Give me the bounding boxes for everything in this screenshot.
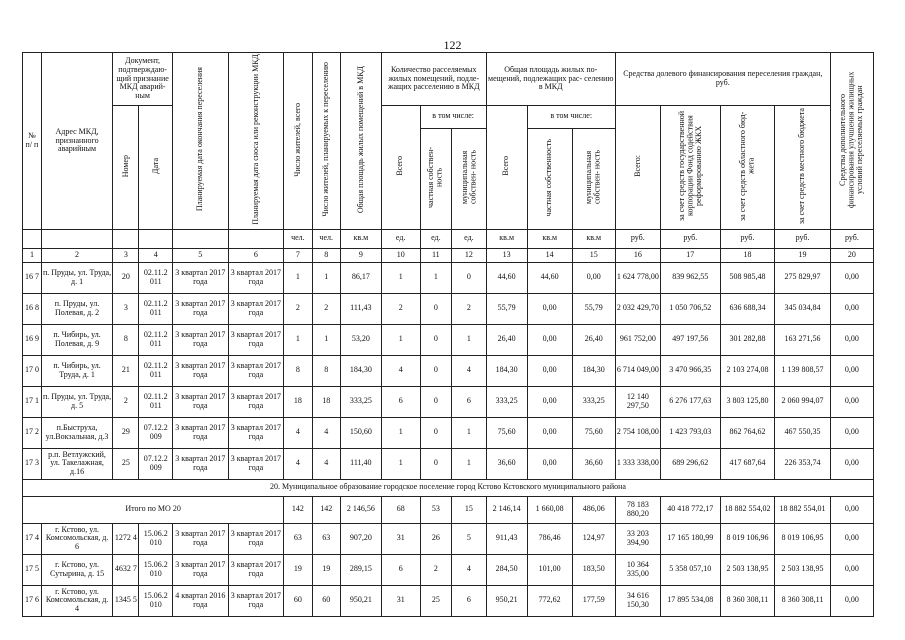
column-number-cell: 9 <box>340 248 381 262</box>
table-row <box>23 386 874 417</box>
table-cell: 961 752,00 <box>615 324 660 355</box>
column-number-cell: 18 <box>720 248 775 262</box>
table-cell: 1 050 706,52 <box>660 293 720 324</box>
column-number-cell: 5 <box>173 248 229 262</box>
table-cell: 18 <box>312 386 340 417</box>
table-cell: 31 <box>381 585 420 616</box>
table-cell: 3 квартал 2017 года <box>228 585 284 616</box>
table-cell: 3 квартал 2017 года <box>228 523 284 554</box>
header-rooms-private: частная собствен- ность <box>420 128 451 229</box>
table-cell: 950,21 <box>486 585 527 616</box>
table-cell: 163 271,56 <box>775 324 831 355</box>
table-cell: 02.11.2 011 <box>139 262 173 293</box>
header-num: № п/ п <box>23 53 42 230</box>
table-cell: 4 <box>452 554 487 585</box>
header-plan-end: Планируемая дата окончания переселения <box>173 53 229 230</box>
address-cell: п.Быструха, ул.Вокзальная, д.3 <box>41 417 112 448</box>
table-cell: 4632 7 <box>113 554 139 585</box>
table-cell: 111,40 <box>340 448 381 479</box>
table-cell: 34 616 150,30 <box>615 585 660 616</box>
table-cell: 0,00 <box>527 448 572 479</box>
table-cell: 02.11.2 011 <box>139 324 173 355</box>
table-cell: 1 <box>312 262 340 293</box>
table-cell: 333,25 <box>486 386 527 417</box>
table-cell: 0,00 <box>830 585 873 616</box>
table-cell: 8 <box>113 324 139 355</box>
header-document: Документ, подтверждаю- щий признание МКД аварий- ным <box>113 53 173 106</box>
table-cell: 19 <box>284 554 312 585</box>
table-cell: 2 754 108,00 <box>615 417 660 448</box>
table-cell: 3 квартал 2017 года <box>173 554 229 585</box>
section-title: 20. Муниципальное образование городское поселение город Кстово Кстовского муниципального района <box>23 479 874 496</box>
table-cell: 2 032 429,70 <box>615 293 660 324</box>
table-cell: 3 квартал 2017 года <box>173 417 229 448</box>
table-cell: 0,00 <box>830 417 873 448</box>
table-cell: 17 165 180,99 <box>660 523 720 554</box>
table-cell: 301 282,88 <box>720 324 775 355</box>
total-cell: 1 660,08 <box>527 496 572 523</box>
unit-cell: кв.м <box>340 229 381 248</box>
table-cell: 4 <box>284 448 312 479</box>
table-cell: 124,97 <box>572 523 615 554</box>
table-cell: 226 353,74 <box>775 448 831 479</box>
table-cell: 21 <box>113 355 139 386</box>
table-cell: 786,46 <box>527 523 572 554</box>
table-cell: 275 829,97 <box>775 262 831 293</box>
table-cell: 862 764,62 <box>720 417 775 448</box>
page-number: 122 <box>443 38 462 52</box>
table-cell: 772,62 <box>527 585 572 616</box>
units-row <box>23 229 874 248</box>
address-cell: п. Пруды, ул. Труда, д. 5 <box>41 386 112 417</box>
unit-cell: ед. <box>420 229 451 248</box>
table-cell: 0,00 <box>830 523 873 554</box>
header-rooms-municipal: муниципальная собствен- ность <box>452 128 487 229</box>
table-cell: 497 197,56 <box>660 324 720 355</box>
header-fin-regional: за счет средств областного бюд- жета <box>720 106 775 230</box>
column-number-cell: 4 <box>139 248 173 262</box>
table-cell: 111,43 <box>340 293 381 324</box>
table-cell: 184,30 <box>486 355 527 386</box>
table-cell: 1272 4 <box>113 523 139 554</box>
table-cell: 0,00 <box>572 262 615 293</box>
total-cell: 142 <box>284 496 312 523</box>
table-cell: 15.06.2 010 <box>139 585 173 616</box>
table-cell: 3 квартал 2017 года <box>228 262 284 293</box>
table-cell: 1 333 338,00 <box>615 448 660 479</box>
table-cell: 4 квартал 2016 года <box>173 585 229 616</box>
section-row <box>23 479 874 496</box>
table-cell: 0,00 <box>830 293 873 324</box>
table-cell: 508 985,48 <box>720 262 775 293</box>
table-cell: 0 <box>420 324 451 355</box>
column-number-cell: 1 <box>23 248 42 262</box>
table-cell: 3 квартал 2017 года <box>173 262 229 293</box>
total-row <box>23 496 874 523</box>
header-fin-fund: за счет средств государственной корпорации Фонд содействия реформированию ЖКХ <box>660 106 720 230</box>
table-cell: 63 <box>284 523 312 554</box>
table-cell: 1 <box>381 417 420 448</box>
table-cell: 907,20 <box>340 523 381 554</box>
column-number-cell: 14 <box>527 248 572 262</box>
table-cell: 2 060 994,07 <box>775 386 831 417</box>
total-cell: 0,00 <box>830 496 873 523</box>
table-cell: 0 <box>452 262 487 293</box>
table-cell: 3 470 966,35 <box>660 355 720 386</box>
table-cell: 1 <box>452 417 487 448</box>
header-additional-funds: Средства дополнительного финансирования улучшения жилищных условий переселяемых граждан <box>830 53 873 230</box>
table-cell: 101,00 <box>527 554 572 585</box>
table-row <box>23 554 874 585</box>
unit-cell: руб. <box>720 229 775 248</box>
unit-cell: ед. <box>452 229 487 248</box>
table-row <box>23 417 874 448</box>
table-row <box>23 355 874 386</box>
table-cell: 0,00 <box>830 554 873 585</box>
address-cell: п. Чибирь, ул. Полевая, д. 9 <box>41 324 112 355</box>
address-cell: п. Чибирь, ул. Труда, д. 1 <box>41 355 112 386</box>
row-number-cell: 17 1 <box>23 386 42 417</box>
address-cell: п. Пруды, ул. Труда, д. 1 <box>41 262 112 293</box>
header-residents-planned: Число жителей, планируемых к переселению <box>312 53 340 230</box>
table-cell: 2 <box>312 293 340 324</box>
table-cell: 4 <box>284 417 312 448</box>
header-address: Адрес МКД, признанного аварийным <box>41 53 112 230</box>
table-cell: 3 803 125,80 <box>720 386 775 417</box>
table-cell: 289,15 <box>340 554 381 585</box>
header-area-group: Общая площадь жилых по- мещений, подлежащих рас- селению в МКД <box>486 53 615 106</box>
table-cell: 4 <box>312 417 340 448</box>
table-cell: 26,40 <box>486 324 527 355</box>
table-cell: 3 квартал 2017 года <box>228 324 284 355</box>
total-cell: 40 418 772,17 <box>660 496 720 523</box>
total-label: Итого по МО 20 <box>23 496 284 523</box>
table-cell: 1 <box>420 262 451 293</box>
header-area-municipal: муниципальная собствен- ность <box>572 128 615 229</box>
row-number-cell: 17 0 <box>23 355 42 386</box>
column-number-cell: 13 <box>486 248 527 262</box>
table-cell: 0,00 <box>527 355 572 386</box>
table-cell: 0,00 <box>527 417 572 448</box>
table-cell: 284,50 <box>486 554 527 585</box>
table-cell: 20 <box>113 262 139 293</box>
table-cell: 07.12.2 009 <box>139 417 173 448</box>
table-cell: 86,17 <box>340 262 381 293</box>
table-cell: 3 квартал 2017 года <box>173 355 229 386</box>
table-cell: 02.11.2 011 <box>139 355 173 386</box>
address-cell: г. Кстово, ул. Сутырина, д. 15 <box>41 554 112 585</box>
table-row <box>23 585 874 616</box>
table-cell: 417 687,64 <box>720 448 775 479</box>
table-cell: 1345 5 <box>113 585 139 616</box>
resettlement-table <box>22 52 874 617</box>
table-cell: 0,00 <box>830 262 873 293</box>
table-cell: 75,60 <box>572 417 615 448</box>
column-number-cell: 8 <box>312 248 340 262</box>
table-cell: 12 140 297,50 <box>615 386 660 417</box>
address-cell: г. Кстово, ул. Комсомольская, д. 4 <box>41 585 112 616</box>
table-cell: 10 364 335,00 <box>615 554 660 585</box>
table-cell: 1 423 793,03 <box>660 417 720 448</box>
table-cell: 1 <box>381 448 420 479</box>
header-fin-local: за счет средств местного бюджета <box>775 106 831 230</box>
table-cell: 8 <box>312 355 340 386</box>
table-cell: 6 276 177,63 <box>660 386 720 417</box>
table-cell: 2 103 274,08 <box>720 355 775 386</box>
unit-cell: чел. <box>284 229 312 248</box>
table-cell: 1 <box>381 262 420 293</box>
table-row <box>23 523 874 554</box>
header-residents-total: Число жителей, всего <box>284 53 312 230</box>
row-number-cell: 17 3 <box>23 448 42 479</box>
unit-cell: кв.м <box>486 229 527 248</box>
unit-cell: руб. <box>830 229 873 248</box>
header-rooms-total: Всего <box>381 106 420 230</box>
table-cell: 345 034,84 <box>775 293 831 324</box>
column-number-cell: 16 <box>615 248 660 262</box>
table-cell: 3 <box>113 293 139 324</box>
unit-cell: руб. <box>615 229 660 248</box>
table-cell: 3 квартал 2017 года <box>173 448 229 479</box>
table-cell: 3 квартал 2017 года <box>173 386 229 417</box>
table-cell: 1 624 778,00 <box>615 262 660 293</box>
table-cell: 55,79 <box>572 293 615 324</box>
column-number-cell: 3 <box>113 248 139 262</box>
table-cell: 5 <box>452 523 487 554</box>
header-doc-date: Дата <box>139 106 173 230</box>
header-doc-number: Номер <box>113 106 139 230</box>
table-cell: 53,20 <box>340 324 381 355</box>
table-cell: 63 <box>312 523 340 554</box>
row-number-cell: 16 9 <box>23 324 42 355</box>
table-cell: 19 <box>312 554 340 585</box>
table-cell: 25 <box>420 585 451 616</box>
unit-cell: руб. <box>660 229 720 248</box>
total-cell: 2 146,14 <box>486 496 527 523</box>
header-finance-group: Средства долевого финансирования переселения граждан, руб. <box>615 53 830 106</box>
row-number-cell: 17 5 <box>23 554 42 585</box>
table-cell: 0 <box>420 386 451 417</box>
table-cell: 60 <box>284 585 312 616</box>
unit-cell: кв.м <box>572 229 615 248</box>
table-cell: 6 <box>381 554 420 585</box>
table-cell: 911,43 <box>486 523 527 554</box>
table-cell: 2 <box>381 293 420 324</box>
table-cell: 333,25 <box>572 386 615 417</box>
row-number-cell: 16 8 <box>23 293 42 324</box>
table-cell: 2 <box>113 386 139 417</box>
address-cell: г. Кстово, ул. Комсомольская, д. 6 <box>41 523 112 554</box>
table-cell: 1 <box>284 262 312 293</box>
table-cell: 55,79 <box>486 293 527 324</box>
table-cell: 0,00 <box>830 324 873 355</box>
table-cell: 0,00 <box>830 355 873 386</box>
column-number-cell: 12 <box>452 248 487 262</box>
table-cell: 636 688,34 <box>720 293 775 324</box>
table-cell: 36,60 <box>486 448 527 479</box>
table-cell: 33 203 394,90 <box>615 523 660 554</box>
table-cell: 2 <box>452 293 487 324</box>
table-cell: 1 <box>452 448 487 479</box>
table-cell: 3 квартал 2017 года <box>228 293 284 324</box>
table-row <box>23 324 874 355</box>
table-cell: 07.12.2 009 <box>139 448 173 479</box>
header-rooms-incl: в том числе: <box>420 106 486 129</box>
header-total-area: Общая площадь жилых помещений в МКД <box>340 53 381 230</box>
column-number-cell: 11 <box>420 248 451 262</box>
table-cell: 8 <box>284 355 312 386</box>
table-cell: 0,00 <box>527 386 572 417</box>
table-row <box>23 448 874 479</box>
table-cell: 184,30 <box>572 355 615 386</box>
total-cell: 142 <box>312 496 340 523</box>
header-plan-demolish: Планируемая дата сноса или реконструкции МКД <box>228 53 284 230</box>
table-cell: 8 019 106,95 <box>775 523 831 554</box>
table-cell: 3 квартал 2017 года <box>228 448 284 479</box>
unit-cell: чел. <box>312 229 340 248</box>
table-cell: 3 квартал 2017 года <box>228 417 284 448</box>
table-cell: 3 квартал 2017 года <box>228 355 284 386</box>
table-cell: 2 <box>284 293 312 324</box>
unit-cell: кв.м <box>527 229 572 248</box>
total-cell: 18 882 554,01 <box>775 496 831 523</box>
table-cell: 0,00 <box>830 448 873 479</box>
table-cell: 75,60 <box>486 417 527 448</box>
table-cell: 31 <box>381 523 420 554</box>
table-cell: 839 962,55 <box>660 262 720 293</box>
table-cell: 1 139 808,57 <box>775 355 831 386</box>
table-cell: 2 <box>420 554 451 585</box>
table-cell: 15.06.2 010 <box>139 554 173 585</box>
table-cell: 26,40 <box>572 324 615 355</box>
total-cell: 486,06 <box>572 496 615 523</box>
total-cell: 53 <box>420 496 451 523</box>
column-numbers-row <box>23 248 874 262</box>
table-cell: 3 квартал 2017 года <box>173 523 229 554</box>
table-cell: 8 019 106,96 <box>720 523 775 554</box>
column-number-cell: 20 <box>830 248 873 262</box>
row-number-cell: 17 4 <box>23 523 42 554</box>
table-cell: 02.11.2 011 <box>139 293 173 324</box>
table-row <box>23 293 874 324</box>
address-cell: п. Пруды, ул. Полевая, д. 2 <box>41 293 112 324</box>
table-cell: 36,60 <box>572 448 615 479</box>
table-cell: 02.11.2 011 <box>139 386 173 417</box>
column-number-cell: 2 <box>41 248 112 262</box>
table-cell: 467 550,35 <box>775 417 831 448</box>
table-cell: 8 360 308,11 <box>720 585 775 616</box>
table-cell: 177,59 <box>572 585 615 616</box>
header-area-private: частная собственность <box>527 128 572 229</box>
table-cell: 60 <box>312 585 340 616</box>
header-area-total: Всего <box>486 106 527 230</box>
table-cell: 0,00 <box>527 324 572 355</box>
table-cell: 29 <box>113 417 139 448</box>
table-cell: 0 <box>420 417 451 448</box>
row-number-cell: 16 7 <box>23 262 42 293</box>
table-cell: 3 квартал 2017 года <box>173 324 229 355</box>
address-cell: р.п. Ветлужский, ул. Такелажная, д.16 <box>41 448 112 479</box>
table-cell: 0 <box>420 448 451 479</box>
total-cell: 18 882 554,02 <box>720 496 775 523</box>
column-number-cell: 6 <box>228 248 284 262</box>
row-number-cell: 17 6 <box>23 585 42 616</box>
table-cell: 0,00 <box>830 386 873 417</box>
table-cell: 2 503 138,95 <box>720 554 775 585</box>
table-cell: 0 <box>420 293 451 324</box>
header-rooms-group: Количество расселяемых жилых помещений, подле- жащих расселению в МКД <box>381 53 486 106</box>
table-cell: 18 <box>284 386 312 417</box>
header-fin-total: Всего: <box>615 106 660 230</box>
header-area-incl: в том числе: <box>527 106 615 129</box>
table-cell: 4 <box>452 355 487 386</box>
table-cell: 150,60 <box>340 417 381 448</box>
table-cell: 1 <box>312 324 340 355</box>
table-cell: 8 360 308,11 <box>775 585 831 616</box>
total-cell: 68 <box>381 496 420 523</box>
table-cell: 25 <box>113 448 139 479</box>
column-number-cell: 10 <box>381 248 420 262</box>
table-cell: 17 895 534,08 <box>660 585 720 616</box>
total-cell: 78 183 880,20 <box>615 496 660 523</box>
unit-cell: ед. <box>381 229 420 248</box>
table-cell: 15.06.2 010 <box>139 523 173 554</box>
table-cell: 1 <box>452 324 487 355</box>
table-cell: 0 <box>420 355 451 386</box>
table-cell: 6 <box>452 386 487 417</box>
table-cell: 689 296,62 <box>660 448 720 479</box>
table-cell: 44,60 <box>527 262 572 293</box>
table-cell: 26 <box>420 523 451 554</box>
table-cell: 3 квартал 2017 года <box>228 554 284 585</box>
table-cell: 4 <box>312 448 340 479</box>
table-cell: 333,25 <box>340 386 381 417</box>
table-row <box>23 262 874 293</box>
table-cell: 183,50 <box>572 554 615 585</box>
table-cell: 44,60 <box>486 262 527 293</box>
table-body <box>23 53 874 617</box>
column-number-cell: 7 <box>284 248 312 262</box>
column-number-cell: 19 <box>775 248 831 262</box>
table-cell: 950,21 <box>340 585 381 616</box>
unit-cell: руб. <box>775 229 831 248</box>
table-cell: 3 квартал 2017 года <box>228 386 284 417</box>
column-number-cell: 15 <box>572 248 615 262</box>
table-cell: 2 503 138,95 <box>775 554 831 585</box>
table-cell: 1 <box>284 324 312 355</box>
table-cell: 4 <box>381 355 420 386</box>
table-cell: 184,30 <box>340 355 381 386</box>
table-cell: 5 358 057,10 <box>660 554 720 585</box>
table-cell: 1 <box>381 324 420 355</box>
table-cell: 6 <box>452 585 487 616</box>
total-cell: 15 <box>452 496 487 523</box>
column-number-cell: 17 <box>660 248 720 262</box>
table-cell: 6 714 049,00 <box>615 355 660 386</box>
total-cell: 2 146,56 <box>340 496 381 523</box>
table-cell: 6 <box>381 386 420 417</box>
row-number-cell: 17 2 <box>23 417 42 448</box>
table-cell: 0,00 <box>527 293 572 324</box>
table-cell: 3 квартал 2017 года <box>173 293 229 324</box>
